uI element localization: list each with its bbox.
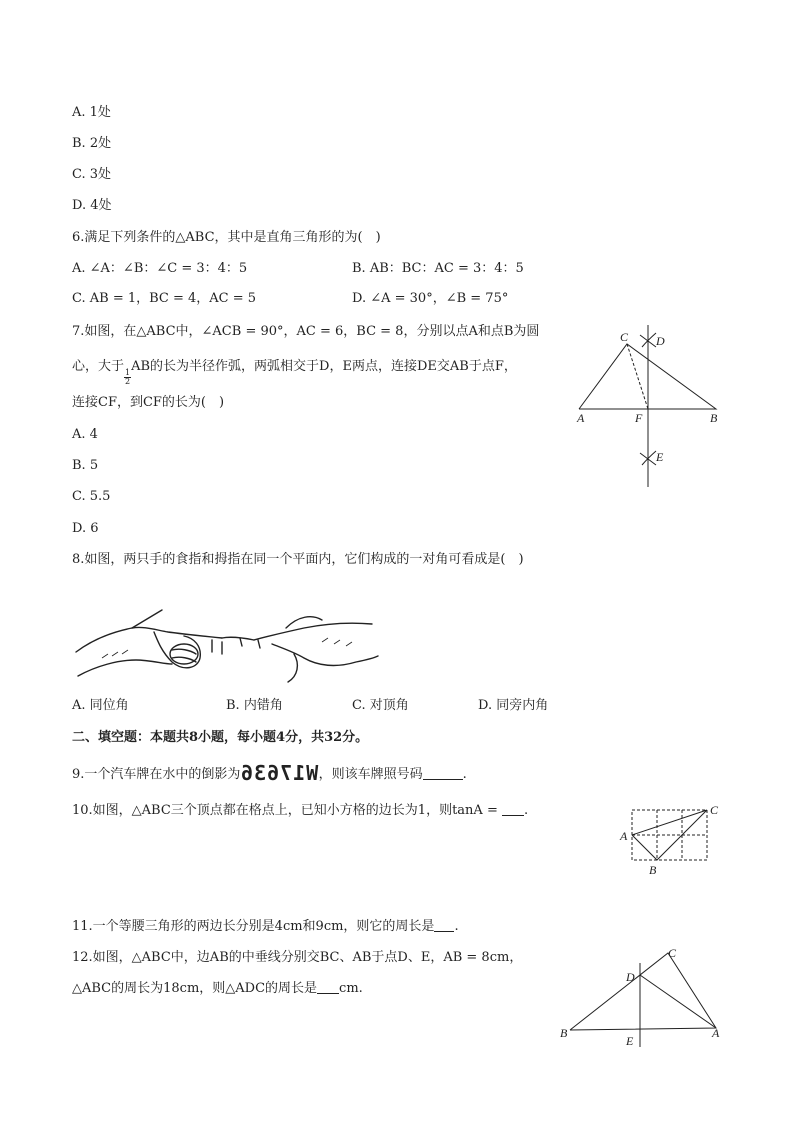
q8-option-b: B. 内错角 [226, 698, 283, 713]
q10-label-c: C [710, 803, 719, 817]
q11-answer-blank [434, 918, 454, 932]
q12-line2 [72, 980, 363, 998]
section2-heading: 二、填空题：本题共8小题，每小题4分，共32分。 [72, 730, 369, 745]
q7-segment-cf [627, 344, 648, 409]
q12-label-b: B [560, 1026, 568, 1040]
q8-right-hand-lower [272, 644, 378, 665]
q5-option-b: B. 2处 [72, 136, 112, 151]
q8-option-d: D. 同旁内角 [478, 698, 549, 713]
q7-label-f: F [635, 411, 643, 425]
q8-option-a: A. 同位角 [72, 698, 129, 713]
q10-grid-figure [618, 800, 728, 880]
q9-answer-blank [423, 766, 463, 780]
q8-option-c: C. 对顶角 [352, 698, 409, 713]
q6-option-d: D. ∠A = 30°，∠B = 75° [352, 291, 509, 306]
q5-option-d: D. 4处 [72, 198, 112, 213]
q7-label-e: E [656, 450, 664, 464]
q8-right-index [254, 623, 372, 640]
q8-left-hand-wrist [76, 610, 162, 652]
q7-line3: 连接CF，到CF的长为( ) [72, 395, 225, 410]
q12-label-a: A [712, 1026, 720, 1040]
q7-option-a: A. 4 [72, 427, 98, 442]
q10-text [72, 802, 528, 820]
q7-label-c: C [620, 330, 629, 344]
q12-triangle-abc [570, 953, 716, 1030]
q5-option-a: A. 1处 [72, 105, 111, 120]
q7-frac-den: 2 [125, 377, 131, 386]
q8-right-shading [322, 638, 352, 646]
q7-label-d: D [656, 334, 665, 348]
q6-stem: 6.满足下列条件的△ABC，其中是直角三角形的为( ) [72, 230, 381, 245]
q7-line2-post: AB的长为半径作弧，两弧相交于D，E两点，连接DE交AB于点F， [131, 359, 517, 374]
q12-line1: 12.如图，△ABC中，边AB的中垂线分别交BC、AB于点D、E，AB = 8cm， [72, 950, 523, 965]
q10-label-b: B [649, 863, 657, 877]
q8-left-index [132, 627, 222, 638]
q12-label-e: E [626, 1034, 634, 1048]
q7-line2-pre: 心，大于 [72, 359, 125, 374]
q9-mirrored-plate: W17636 [240, 761, 319, 785]
q7-figure [570, 325, 730, 495]
q7-option-c: C. 5.5 [72, 489, 111, 504]
q6-option-a: A. ∠A：∠B：∠C = 3：4：5 [72, 261, 248, 276]
q6-option-b: B. AB：BC：AC = 3：4：5 [352, 261, 524, 276]
q10-end: . [523, 803, 529, 818]
q7-frac-num: 1 [125, 368, 131, 377]
q10-stem: 10.如图，△ABC三个顶点都在格点上，已知小方格的边长为1，则tanA = [72, 803, 498, 818]
q11-end: . [454, 919, 459, 934]
q8-left-hand-lower [78, 660, 172, 676]
q10-label-a: A [620, 829, 628, 843]
q9-end: . [462, 767, 467, 782]
q6-option-c: C. AB = 1，BC = 4，AC = 5 [72, 291, 257, 306]
q7-option-b: B. 5 [72, 458, 99, 473]
q11-text [72, 918, 459, 936]
q7-line1: 7.如图，在△ABC中，∠ACB = 90°，AC = 6，BC = 8，分别以点A和点B为圆 [72, 324, 540, 339]
q7-label-b: B [710, 411, 718, 425]
q8-left-nail [212, 640, 222, 654]
q12-line2-end: cm. [339, 981, 363, 996]
q12-line2-text: △ABC的周长为18cm，则△ADC的周长是 [72, 981, 318, 996]
q12-label-d: D [626, 970, 635, 984]
q8-left-creases [172, 649, 196, 662]
q9-pre: 9.一个汽车牌在水中的倒影为 [72, 767, 241, 782]
q9-text [72, 761, 467, 785]
q8-left-shading [102, 650, 128, 658]
q7-label-a: A [577, 411, 585, 425]
q12-answer-blank [317, 980, 339, 994]
q9-post: ，则该车牌照号码 [318, 767, 423, 782]
q12-label-c: C [668, 946, 677, 960]
q8-right-finger [288, 654, 297, 682]
q7-line2 [72, 358, 517, 386]
q7-option-d: D. 6 [72, 521, 99, 536]
q10-answer-blank [502, 802, 524, 816]
q8-stem: 8.如图，两只手的食指和拇指在同一个平面内，它们构成的一对角可看成是( ) [72, 552, 524, 567]
q12-segment-ad [640, 975, 716, 1028]
q5-option-c: C. 3处 [72, 167, 112, 182]
q8-hands-illustration [72, 602, 382, 692]
q11-stem: 11.一个等腰三角形的两边长分别是4cm和9cm，则它的周长是 [72, 919, 435, 934]
q12-figure [558, 943, 728, 1053]
q8-fingertips [222, 637, 254, 640]
